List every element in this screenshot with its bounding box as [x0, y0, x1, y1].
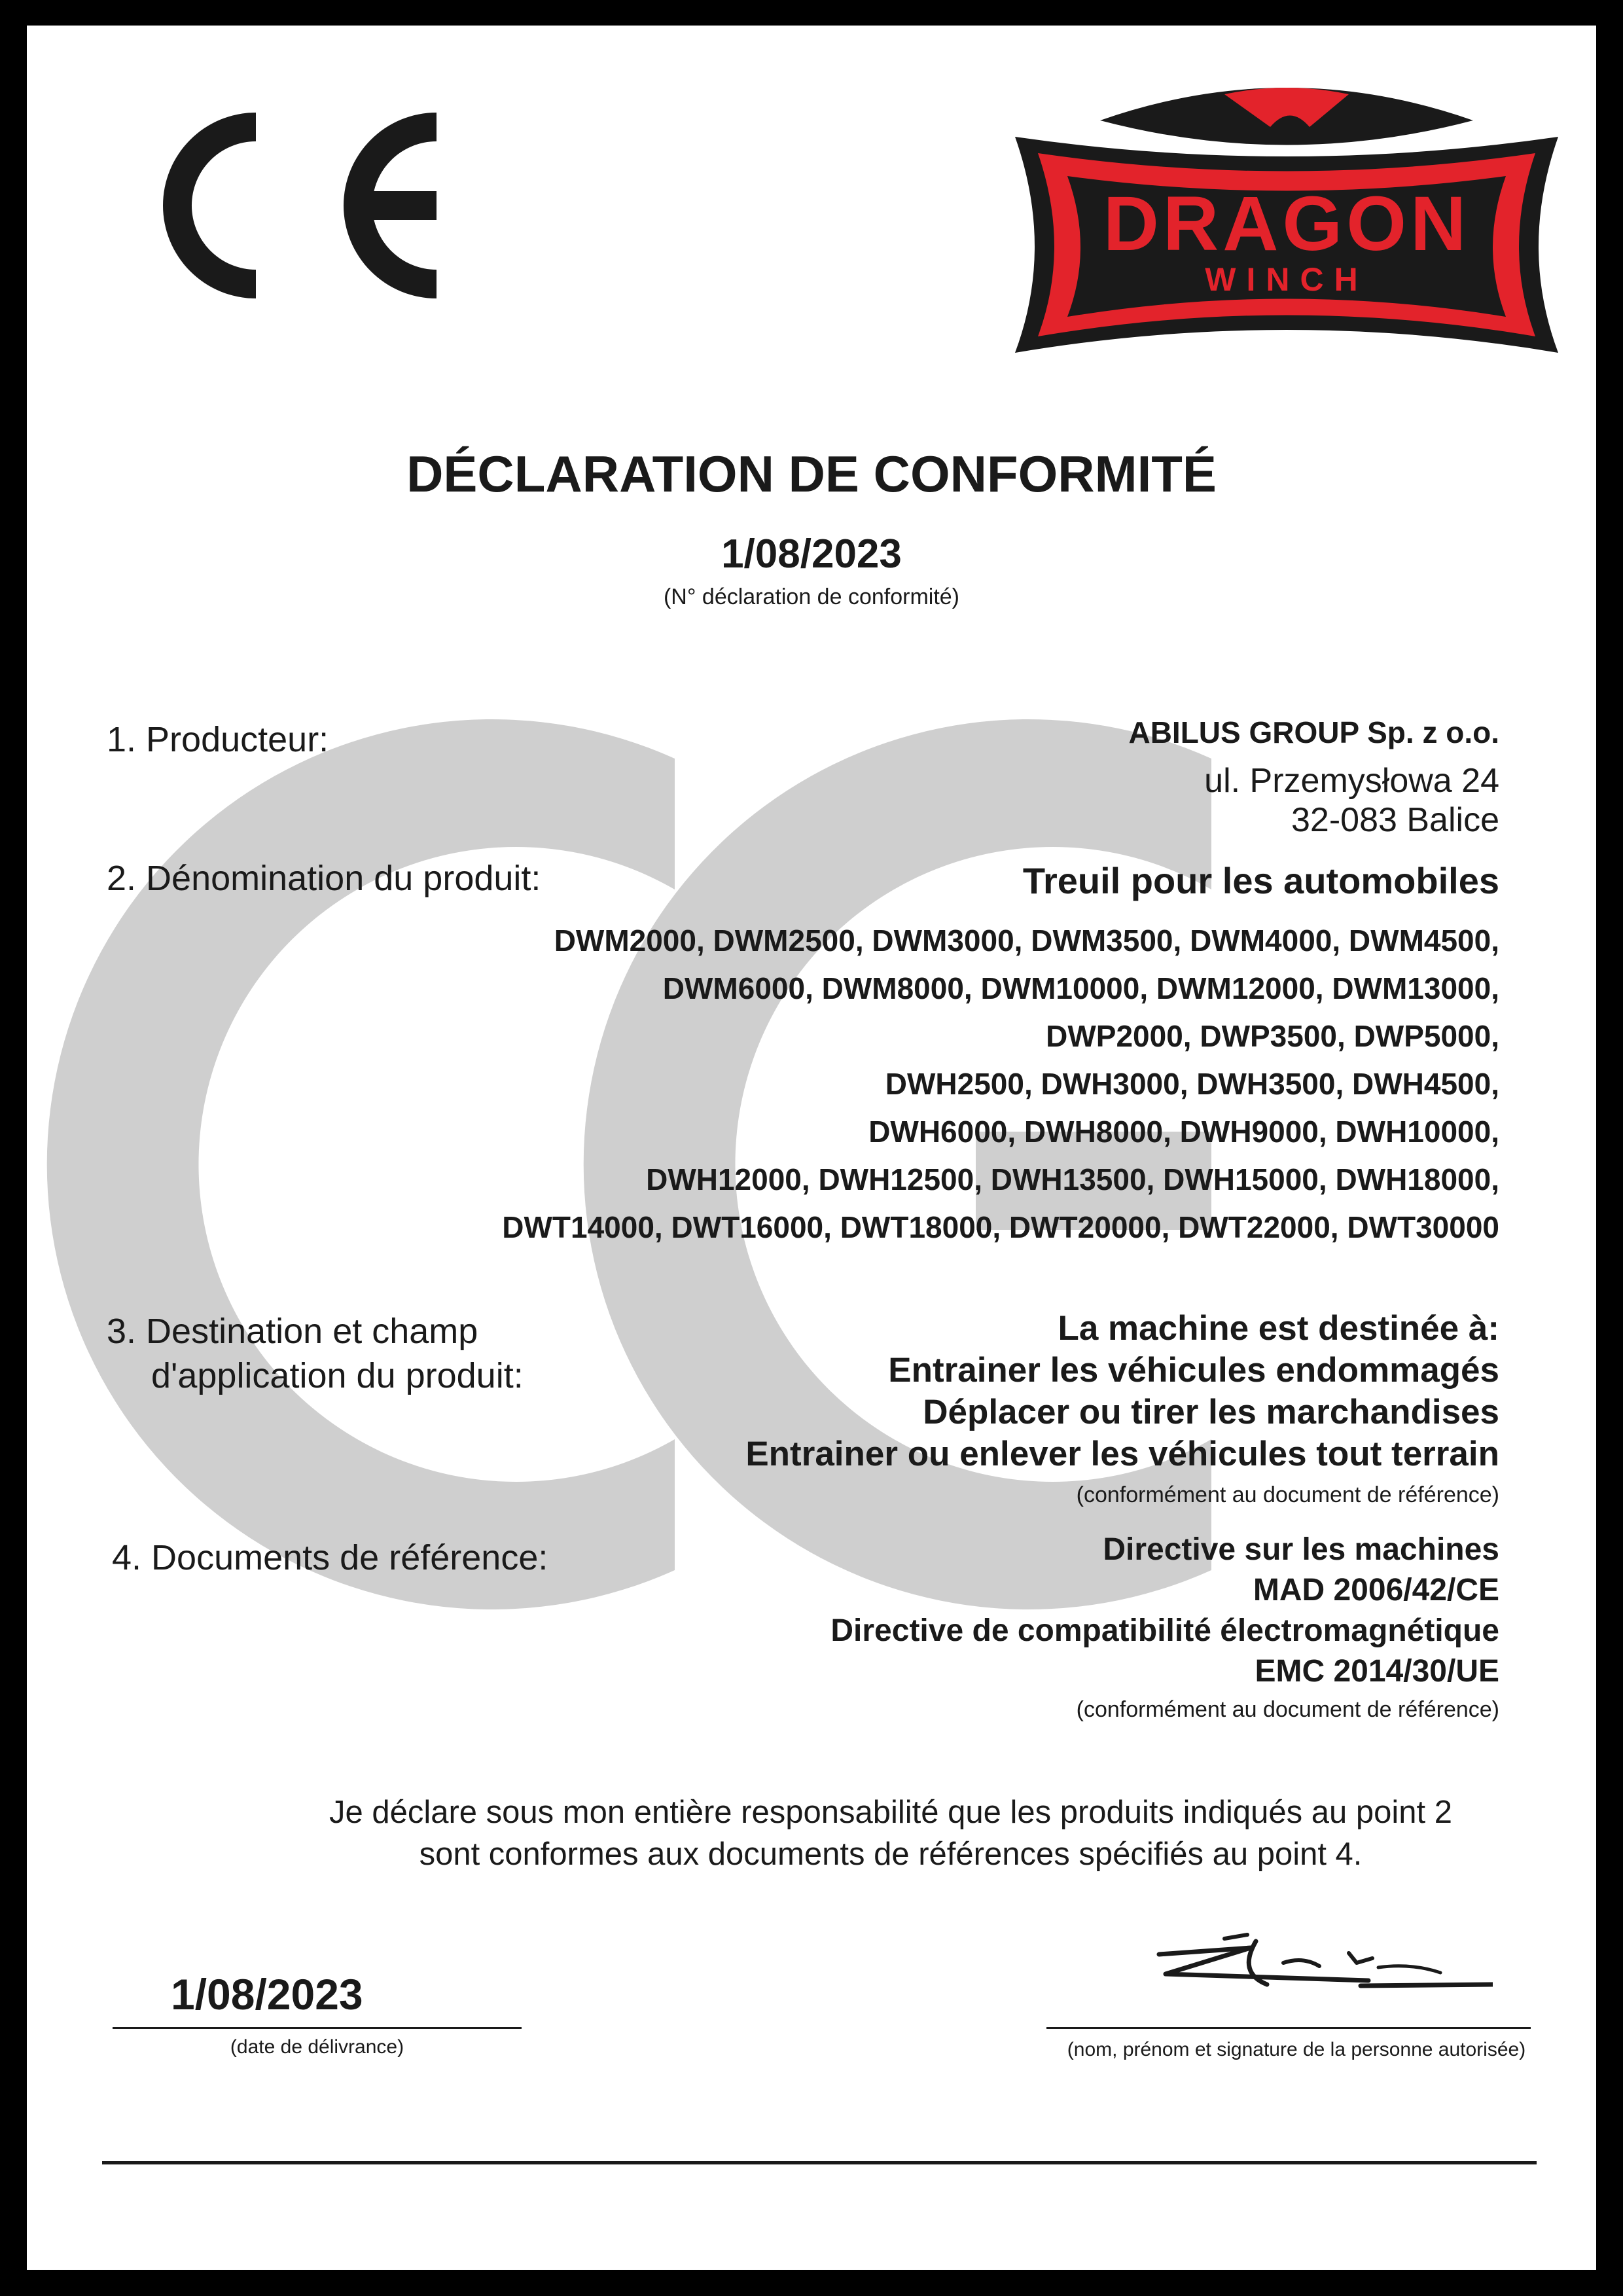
brand-sub: WINCH [1205, 261, 1368, 298]
bottom-divider [102, 2161, 1537, 2164]
product-models-line: DWP2000, DWP3500, DWP5000, [1046, 1019, 1499, 1053]
destination-use: Déplacer ou tirer les marchandises [923, 1393, 1499, 1431]
destination-caption: (conformément au document de référence) [1076, 1482, 1499, 1507]
references-caption: (conformément au document de référence) [1076, 1697, 1499, 1722]
ce-mark-logo [118, 94, 459, 317]
statement-line1: Je déclare sous mon entière responsabilité que les produits indiqués au point 2 [329, 1795, 1453, 1830]
product-label: 2. Dénomination du produit: [107, 859, 541, 898]
product-models-line: DWH2500, DWH3000, DWH3500, DWH4500, [885, 1067, 1499, 1101]
statement-line2: sont conformes aux documents de références spécifiés au point 4. [419, 1837, 1363, 1872]
signature-underline [1046, 2027, 1531, 2029]
product-name: Treuil pour les automobiles [1022, 860, 1499, 901]
references-label: 4. Documents de référence: [112, 1538, 548, 1577]
brand-name: DRAGON [1103, 181, 1471, 267]
producer-street: ul. Przemysłowa 24 [1204, 762, 1499, 800]
product-models-line: DWT14000, DWT16000, DWT18000, DWT20000, DWT22000, DWT30000 [502, 1210, 1499, 1244]
producer-city: 32-083 Balice [1291, 801, 1499, 839]
reference-line: Directive sur les machines [1103, 1532, 1499, 1567]
date-caption: (date de délivrance) [230, 2036, 404, 2058]
signature [1152, 1927, 1493, 2005]
destination-label-line1: 3. Destination et champ [107, 1312, 478, 1351]
product-models-line: DWH12000, DWH12500, DWH13500, DWH15000, DWH18000, [646, 1162, 1499, 1196]
signature-caption: (nom, prénom et signature de la personne autorisée) [1067, 2039, 1526, 2060]
destination-use: Entrainer ou enlever les véhicules tout terrain [745, 1435, 1499, 1473]
product-models-line: DWM6000, DWM8000, DWM10000, DWM12000, DWM13000, [662, 971, 1499, 1005]
destination-use: Entrainer les véhicules endommagés [888, 1351, 1499, 1390]
product-models-line: DWM2000, DWM2500, DWM3000, DWM3500, DWM4000, DWM4500, [554, 924, 1499, 958]
destination-label-line2: d'application du produit: [151, 1356, 524, 1395]
product-models-line: DWH6000, DWH8000, DWH9000, DWH10000, [868, 1115, 1499, 1149]
date-underline [113, 2027, 522, 2029]
declaration-page [27, 26, 1596, 2270]
producer-company: ABILUS GROUP Sp. z o.o. [1128, 715, 1499, 749]
page-title: DÉCLARATION DE CONFORMITÉ [406, 445, 1217, 503]
reference-line: Directive de compatibilité électromagnétique [830, 1613, 1499, 1648]
reference-line: EMC 2014/30/UE [1255, 1654, 1499, 1689]
destination-intro: La machine est destinée à: [1058, 1309, 1499, 1348]
product-models [223, 917, 1499, 1251]
declaration-number-caption: (N° déclaration de conformité) [663, 584, 959, 609]
declaration-number: 1/08/2023 [721, 531, 902, 577]
issue-date: 1/08/2023 [171, 1970, 363, 2018]
dragon-winch-logo [1002, 65, 1571, 366]
producer-label: 1. Producteur: [107, 720, 329, 759]
reference-line: MAD 2006/42/CE [1253, 1573, 1499, 1607]
